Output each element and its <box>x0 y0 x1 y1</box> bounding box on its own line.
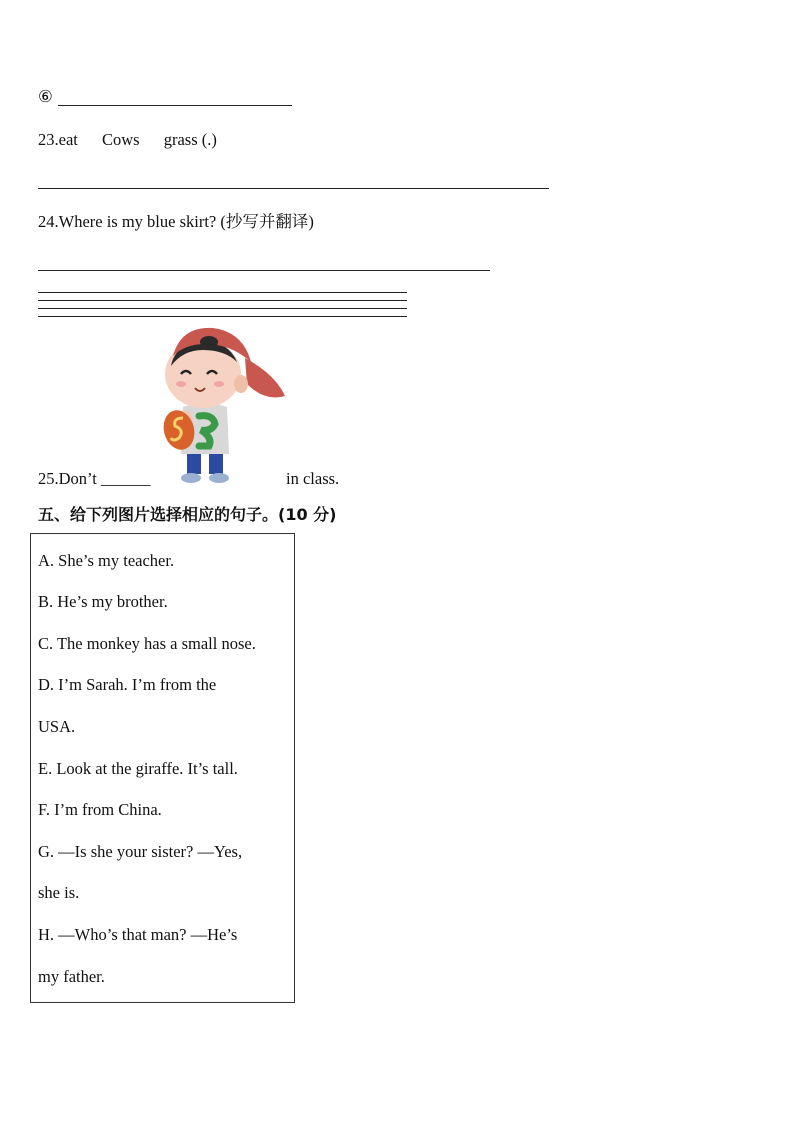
option-g: G. —Is she your sister? —Yes, <box>38 842 243 861</box>
option-g-cont: she is. <box>38 883 80 902</box>
section-5-heading: 五、给下列图片选择相应的句子。(10 分) <box>38 505 337 524</box>
question-23 <box>38 130 217 150</box>
item-6 <box>38 87 53 107</box>
word-3: grass (.) <box>163 130 217 149</box>
option-c: C. The monkey has a small nose. <box>38 634 256 653</box>
option-f: F. I’m from China. <box>38 800 162 819</box>
question-number: 23. <box>38 130 59 149</box>
word-2: Cows <box>101 130 140 149</box>
q25-blank[interactable]: ______ <box>100 469 151 488</box>
writing-line-4 <box>38 316 407 317</box>
question-24 <box>38 212 314 232</box>
option-h-cont: my father. <box>38 967 105 986</box>
question-number: 25. <box>38 469 59 488</box>
option-d-cont: USA. <box>38 717 76 736</box>
boy-eating-snack-illustration <box>155 322 290 484</box>
item-6-marker: ⑥ <box>38 87 53 106</box>
word-1: eat <box>58 130 78 149</box>
q25-before: Don’t <box>58 469 97 488</box>
option-d: D. I’m Sarah. I’m from the <box>38 675 217 694</box>
answer-line-24[interactable] <box>38 270 490 271</box>
option-b: B. He’s my brother. <box>38 592 168 611</box>
answer-line-6[interactable] <box>58 105 292 106</box>
option-a: A. She’s my teacher. <box>38 551 175 570</box>
question-25 <box>38 469 150 489</box>
option-e: E. Look at the giraffe. It’s tall. <box>38 759 238 778</box>
answer-line-23[interactable] <box>38 188 549 189</box>
writing-line-3 <box>38 308 407 309</box>
q25-after: in class. <box>286 469 340 488</box>
writing-line-2 <box>38 300 407 301</box>
question-text: Where is my blue skirt? (抄写并翻译) <box>58 212 314 231</box>
question-number: 24. <box>38 212 59 231</box>
writing-line-1 <box>38 292 407 293</box>
option-h: H. —Who’s that man? —He’s <box>38 925 238 944</box>
